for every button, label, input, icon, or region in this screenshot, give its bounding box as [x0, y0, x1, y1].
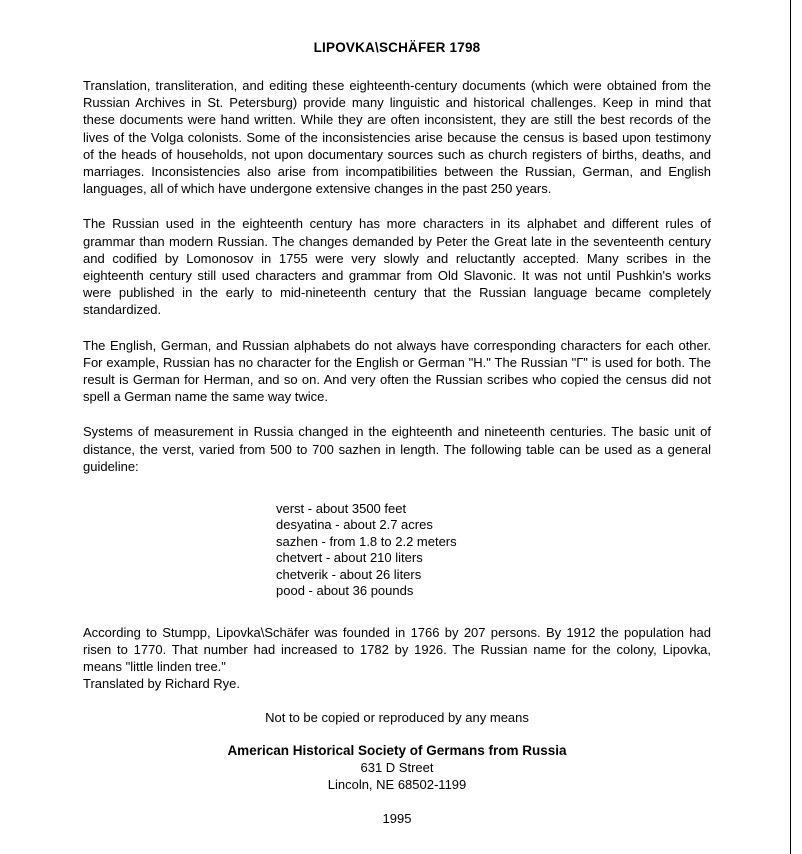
- translator-credit: Translated by Richard Rye.: [83, 676, 241, 692]
- organization-block: [83, 743, 711, 793]
- measurement-list: [83, 501, 711, 599]
- paragraph-colony-history: According to Stumpp, Lipovka\Schäfer was founded in 1766 by 207 persons. By 1912 the population had risen to 1770. That number had increased to 1782 by 1926. The Russian name for the colony, Lipovka, means "little linden tree.": [83, 624, 711, 674]
- organization-address: 631 D Street: [360, 760, 434, 776]
- list-item: chetvert - about 210 liters: [276, 550, 423, 566]
- list-item: sazhen - from 1.8 to 2.2 meters: [276, 533, 457, 549]
- list-item: chetverik - about 26 liters: [276, 566, 422, 582]
- paragraph-intro: Translation, transliteration, and editing these eighteenth-century documents (which were obtained from the Russian Archives in St. Petersburg) provide many linguistic and historical challenges. Keep in mind that these documents were hand written. While they are often inconsistent, they are still the best records of the lives of the Volga colonists. Some of the inconsistencies arise because the census is based upon testimony of the heads of households, not upon documentary sources such as church registers of births, deaths, and marriages. Inconsistencies also arise from incompatibilities between the Russian, German, and English languages, all of which have undergone extensive changes in the past 250 years.: [83, 78, 711, 197]
- document-content: [83, 40, 711, 826]
- page-title: LIPOVKA\SCHÄFER 1798: [313, 40, 481, 55]
- organization-name: American Historical Society of Germans from Russia: [227, 743, 567, 759]
- paragraph-alphabets: The English, German, and Russian alphabets do not always have corresponding characters for each other. For example, Russian has no character for the English or German "H." The Russian "Г" is used for both. The result is German for Herman, and so on. And very often the Russian scribes who copied the census did not spell a German name the same way twice.: [83, 337, 711, 405]
- paragraph-russian-language: The Russian used in the eighteenth century has more characters in its alphabet and different rules of grammar than modern Russian. The changes demanded by Peter the Great late in the seventeenth century and codified by Lomonosov in 1755 were very slowly and reluctantly accepted. Many scribes in the eighteenth century still used characters and grammar from Old Slavonic. It was not until Pushkin's works were published in the early to mid-nineteenth century that the Russian language became completely standardized.: [83, 216, 711, 318]
- list-item: pood - about 36 pounds: [276, 583, 414, 599]
- organization-city-state-zip: Lincoln, NE 68502-1199: [327, 776, 467, 792]
- copy-notice: Not to be copied or reproduced by any means: [265, 710, 529, 726]
- publication-year: 1995: [382, 811, 412, 827]
- list-item: desyatina - about 2.7 acres: [276, 517, 433, 533]
- list-item: verst - about 3500 feet: [276, 501, 407, 517]
- paragraph-measurements: Systems of measurement in Russia changed in the eighteenth and nineteenth centuries. The basic unit of distance, the verst, varied from 500 to 700 sazhen in length. The following table can be used as a general guideline:: [83, 424, 711, 474]
- page-right-margin: [790, 0, 802, 854]
